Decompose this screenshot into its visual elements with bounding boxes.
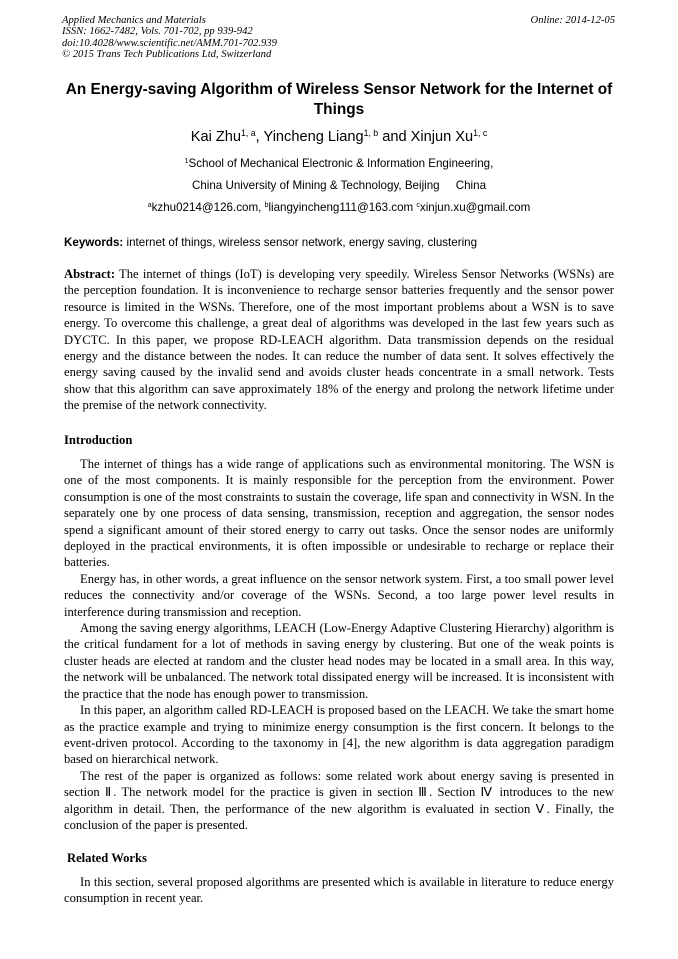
email-line (55, 201, 623, 215)
email-mark: c (416, 201, 420, 209)
related-works-body (64, 874, 614, 907)
author-name: Kai Zhu (190, 129, 242, 145)
keywords-text: internet of things, wireless sensor network, energy saving, clustering (123, 236, 478, 249)
affiliation-school: School of Mechanical Electronic & Information Engineering, (188, 157, 494, 170)
abstract-text: The internet of things (IoT) is developing very speedily. Wireless Sensor Networks (WSNs) are the perception foundation. It is inconvenience to recharge sensor batteries frequently and the sensor power resource is limited in the WSNs. Therefore, one of the most important problems about a WSN is to save energy. To overcome this challenge, a great deal of algorithms was developed in the last few years such as DYCTC. In this paper, we propose RD-LEACH algorithm. Data transmission depends on the residual energy and the distance between the nodes. It can reduce the number of data sent. It solves effectively the energy saving caused by the invalid send and avoids cluster heads concentrate in a small network. Tests show that this algorithm can save approximately 18% of the energy and prolong the network lifetime under the premise of the network connectivity. (64, 267, 614, 413)
keywords-label: Keywords: (64, 236, 124, 249)
paragraph: In this paper, an algorithm called RD-LEACH is proposed based on the LEACH. We take the smart home as the practice example and trying to minimize energy consumption is the first concern. It belongs to the event-driven protocol. According to the taxonomy in [4], the new algorithm is data aggregation paradigm based on hierarchical network. (64, 703, 614, 767)
author-affiliation-mark: 1, b (363, 127, 379, 138)
journal-info (62, 15, 277, 60)
paragraph: Energy has, in other words, a great influence on the sensor network system. First, a too small power level reduces the connectivity and/or coverage of the WSNs. Second, a too large power level results in interference during transmission and reception. (64, 571, 614, 619)
author-affiliation-mark: 1, a (241, 127, 256, 138)
email-mark: b (264, 201, 269, 209)
journal-name: Applied Mechanics and Materials (62, 15, 206, 26)
paragraph: Among the saving energy algorithms, LEACH (Low-Energy Adaptive Clustering Hierarchy) algorithm is the critical fundament for a lot of methods in saving energy by clustering. But one of the weak points is cluster heads are elected at random and the cluster head nodes may be located in a small area. In this way, the network will be unbalanced. The network total dissipated energy will be increased. It is inconsistent with the practice that the node has enough power to transmission. (64, 621, 614, 701)
affiliation-line-2: China University of Mining & Technology, Beijing China (191, 179, 487, 192)
email-address: kzhu0214@126.com, (151, 201, 265, 214)
paragraph: In this section, several proposed algorithms are presented which is available in literature to reduce energy consumption in recent year. (64, 875, 614, 906)
email-mark: a (147, 201, 152, 209)
online-date: Online: 2014-12-05 (530, 15, 615, 26)
issn-line: ISSN: 1662-7482, Vols. 701-702, pp 939-942 (62, 26, 253, 38)
section-heading-introduction: Introduction (64, 433, 133, 447)
introduction-body (64, 456, 614, 833)
paragraph: The rest of the paper is organized as follows: some related work about energy saving is presented in section Ⅱ. The network model for the practice is given in section Ⅲ. Section Ⅳ introduces to the new algorithm in detail. Then, the performance of the new algorithm is evaluated in section Ⅴ. Finally, the conclusion of the paper is presented. (64, 768, 614, 832)
author-affiliation-mark: 1, c (473, 127, 488, 138)
affiliation-line-1 (55, 157, 623, 171)
section-heading-related-works: Related Works (67, 851, 147, 865)
author-separator: and (378, 129, 411, 145)
abstract (64, 266, 614, 414)
copyright-line: © 2015 Trans Tech Publications Ltd, Switzerland (62, 48, 272, 60)
doi-line: doi:10.4028/www.scientific.net/AMM.701-702.939 (62, 37, 277, 49)
affiliation-mark: 1 (184, 157, 189, 165)
paper-title: An Energy-saving Algorithm of Wireless Sensor Network for the Internet of Things (65, 81, 613, 118)
keywords (64, 236, 477, 250)
email-address: xinjun.xu@gmail.com (419, 201, 531, 214)
author-name: Yincheng Liang (263, 129, 364, 145)
author-name: Xinjun Xu (410, 129, 474, 145)
paragraph: The internet of things has a wide range of applications such as environmental monitoring. The WSN is one of the most components. It is mainly responsible for the perception from the environment. Power consumption is one of the most constraints to sustain the coverage, life span and connectivity in WSN. In the separately one by one process of data sensing, transmission, reception and aggregation, the sensor nodes spend a significant amount of their stored energy to carry out tasks. Once the sensor nodes are uniformly deployed in the practical environments, it is often impossible or undesirable to recharge or replace their batteries. (64, 457, 614, 570)
author-separator: , (255, 129, 264, 145)
author-list (55, 128, 623, 146)
abstract-label: Abstract: (64, 267, 116, 281)
email-address: liangyincheng111@163.com (268, 201, 417, 214)
